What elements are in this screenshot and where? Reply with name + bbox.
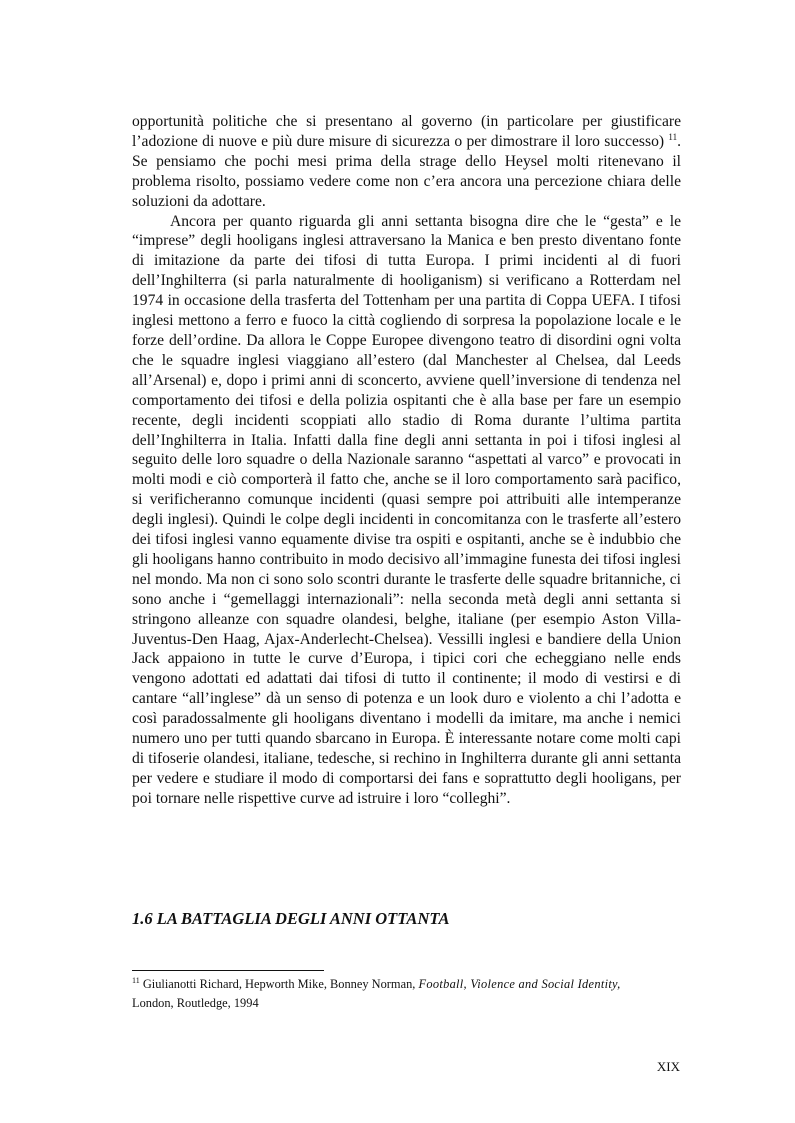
footnote-divider	[132, 970, 324, 971]
paragraph-1-text: opportunità politiche che si presentano al governo (in particolare per giustificare l’adozione di nuove e più dure misure di sicurezza o per dimostrare il loro successo)	[132, 113, 681, 150]
footnote-number: 11	[132, 976, 140, 985]
footnote-reference: 11	[668, 131, 678, 142]
paragraph-2: Ancora per quanto riguarda gli anni settanta bisogna dire che le “gesta” e le “imprese” degli hooligans inglesi attraversano la Manica e ben presto diventano fonte di imitazione da parte dei tifosi di tutta Europa. I primi incidenti al di fuori dell’Inghilterra (si parla naturalmente di hooliganism) si verificano a Rotterdam nel 1974 in occasione della trasferta del Tottenham per una partita di Coppa UEFA. I tifosi inglesi mettono a ferro e fuoco la città cogliendo di sorpresa la popolazione locale e le forze dell’ordine. Da allora le Coppe Europee divengono teatro di disordini ogni volta che le squadre inglesi viaggiano all’estero (dal Manchester al Chelsea, dal Leeds all’Arsenal) e, dopo i primi anni di sconcerto, avviene quell’inversione di tendenza nel comportamento dei tifosi e della polizia ospitanti che è alla base per fare un esempio recente, degli incidenti scoppiati allo stadio di Roma durante l’ultima partita dell’Inghilterra in Italia. Infatti dalla fine degli anni settanta in poi i tifosi inglesi al seguito delle loro squadre o della Nazionale saranno “aspettati al varco” e provocati in molti modi e ciò comporterà il fatto che, anche se il loro comportamento sarà pacifico, si verificheranno comunque incidenti (quasi sempre poi attribuiti alle intemperanze degli inglesi). Quindi le colpe degli incidenti in concomitanza con le trasferte all’estero dei tifosi inglesi vanno equamente divise tra ospiti e ospitanti, anche se è indubbio che gli hooligans hanno contribuito in modo decisivo all’immagine funesta dei tifosi inglesi nel mondo. Ma non ci sono solo scontri durante le trasferte delle squadre britanniche, ci sono anche i “gemellaggi internazionali”: nella seconda metà degli anni settanta si stringono alleanze con squadre olandesi, belghe, italiane (per esempio Aston Villa-Juventus-Den Haag, Ajax-Anderlecht-Chelsea). Vessilli inglesi e bandiere della Union Jack appaiono in tutte le curve d’Europa, i tipici cori che echeggiano nelle ends vengono adottati ed adattati dai tifosi di tutto il continente; il modo di vestirsi e di cantare “all’inglese” dà un senso di potenza e un look duro e violento a chi l’adotta e così paradossalmente gli hooligans diventano i modelli da imitare, ma anche i nemici numero uno per tutti quando sbarcano in Europa. È interessante notare come molti capi di tifoserie olandesi, italiane, tedesche, si rechino in Inghilterra durante gli anni settanta per vedere e studiare il modo di comportarsi dei fans e soprattutto degli hooligans, per poi tornare nelle rispettive curve ad istruire i loro “colleghi”.	[132, 212, 681, 807]
paragraph-1	[132, 112, 681, 212]
body-text	[132, 112, 681, 809]
section-heading: 1.6 LA BATTAGLIA DEGLI ANNI OTTANTA	[132, 909, 450, 928]
footnote-title: Football, Violence and Social Identity,	[418, 977, 621, 991]
footnote	[132, 975, 681, 1013]
paragraph-1-continuation: . Se pensiamo che pochi mesi prima della strage dello Heysel molti ritenevano il problema risolto, possiamo vedere come non c’era ancora una percezione chiara delle soluzioni da adottare.	[132, 132, 681, 210]
footnote-authors: Giulianotti Richard, Hepworth Mike, Bonney Norman,	[142, 977, 416, 991]
page-number: XIX	[656, 1059, 680, 1074]
footnote-publication: London, Routledge, 1994	[132, 996, 259, 1010]
